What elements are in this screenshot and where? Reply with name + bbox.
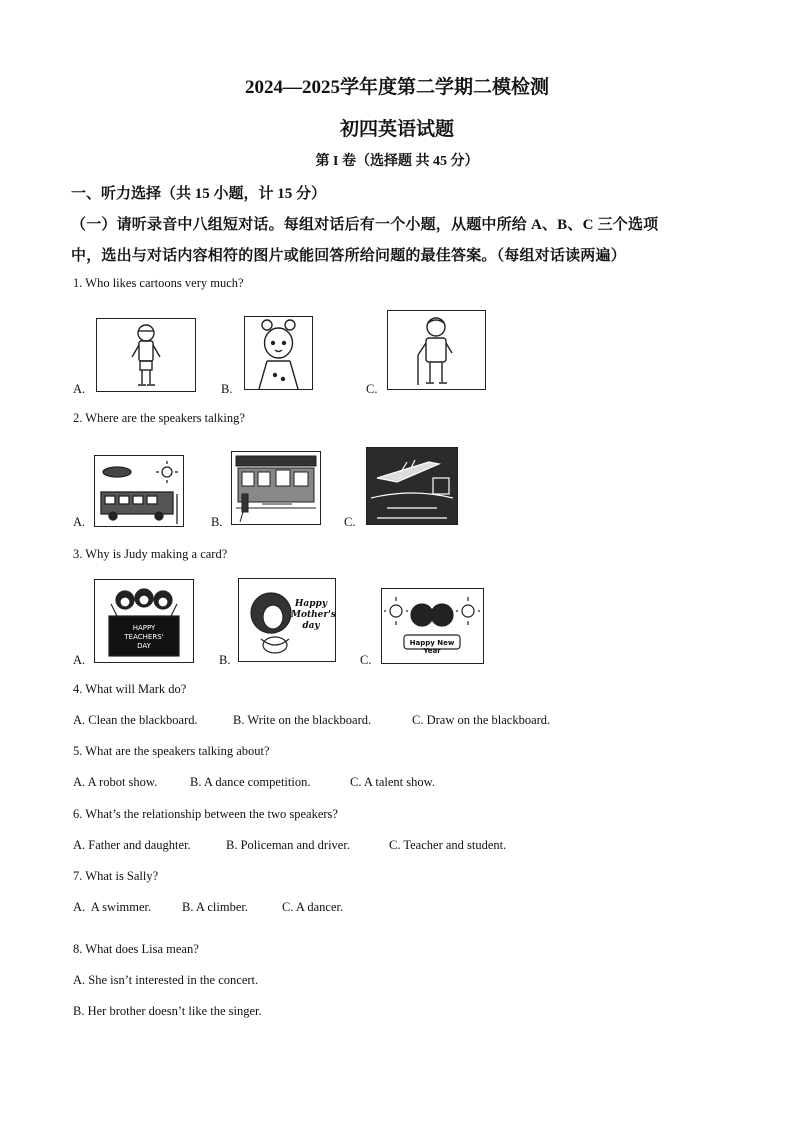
q2-picture-b-street[interactable] [231, 451, 321, 525]
q5-option-b[interactable]: B. A dance competition. [190, 775, 311, 789]
exam-subtitle: 初四英语试题 [339, 119, 454, 140]
instruction-line-1: （一）请听录音中八组短对话。每组对话后有一个小题，从题中所给 A、B、C 三个选项 [71, 217, 659, 233]
q2-picture-c-airport[interactable] [366, 447, 458, 525]
q2-option-a-label: A. [73, 515, 86, 529]
q7-option-c[interactable]: C. A dancer. [282, 900, 344, 914]
q3-card-b-text: Happy Mother's day [291, 599, 336, 631]
section-heading: 一、听力选择（共 15 小题，计 15 分） [71, 186, 327, 202]
q3-option-b-label: B. [219, 653, 231, 667]
q6-option-a[interactable]: A. Father and daughter. [73, 838, 191, 852]
q5-option-a[interactable]: A. A robot show. [73, 775, 158, 789]
q3-picture-c-new-year-card[interactable] [381, 588, 484, 664]
q7-option-b[interactable]: B. A climber. [182, 900, 248, 914]
q4-option-a[interactable]: A. Clean the blackboard. [73, 713, 198, 727]
q2-option-b-label: B. [211, 515, 223, 529]
q3-option-c-label: C. [360, 653, 372, 667]
q3-card-a-text: HAPPY TEACHERS' DAY [124, 624, 164, 650]
q3-picture-b-mothers-day-card[interactable] [238, 578, 336, 662]
question-8: 8. What does Lisa mean? [73, 942, 199, 956]
q1-option-c-label: C. [366, 382, 378, 396]
q3-option-a-label: A. [73, 653, 86, 667]
q1-option-a-label: A. [73, 382, 86, 396]
question-5: 5. What are the speakers talking about? [73, 744, 270, 758]
q1-picture-a-boy[interactable] [96, 318, 196, 392]
exam-title: 2024—2025学年度第二学期二模检测 [244, 77, 549, 98]
q3-picture-a-teachers-day-card[interactable] [94, 579, 194, 663]
q6-option-c[interactable]: C. Teacher and student. [389, 838, 507, 852]
question-3: 3. Why is Judy making a card? [73, 547, 228, 561]
q7-option-a[interactable]: A. A swimmer. [73, 900, 152, 914]
part-heading: 第 I 卷（选择题 共 45 分） [315, 154, 479, 169]
question-6: 6. What’s the relationship between the two speakers? [73, 807, 338, 821]
question-4: 4. What will Mark do? [73, 682, 187, 696]
q3-card-c-text: Happy New Year [409, 639, 455, 655]
instruction-line-2: 中，选出与对话内容相符的图片或能回答所给问题的最佳答案。（每组对话读两遍） [71, 248, 626, 264]
question-7: 7. What is Sally? [73, 869, 159, 883]
q2-option-c-label: C. [344, 515, 356, 529]
q2-picture-a-bus[interactable] [94, 455, 184, 527]
q4-option-b[interactable]: B. Write on the blackboard. [233, 713, 372, 727]
question-1: 1. Who likes cartoons very much? [73, 276, 244, 290]
q1-picture-c-old-man[interactable] [387, 310, 486, 390]
q6-option-b[interactable]: B. Policeman and driver. [226, 838, 350, 852]
question-2: 2. Where are the speakers talking? [73, 411, 245, 425]
q8-option-b[interactable]: B. Her brother doesn’t like the singer. [73, 1004, 262, 1018]
q8-option-a[interactable]: A. She isn’t interested in the concert. [73, 973, 259, 987]
q4-option-c[interactable]: C. Draw on the blackboard. [412, 713, 551, 727]
q5-option-c[interactable]: C. A talent show. [350, 775, 435, 789]
q1-picture-b-girl[interactable] [244, 316, 313, 390]
q1-option-b-label: B. [221, 382, 233, 396]
